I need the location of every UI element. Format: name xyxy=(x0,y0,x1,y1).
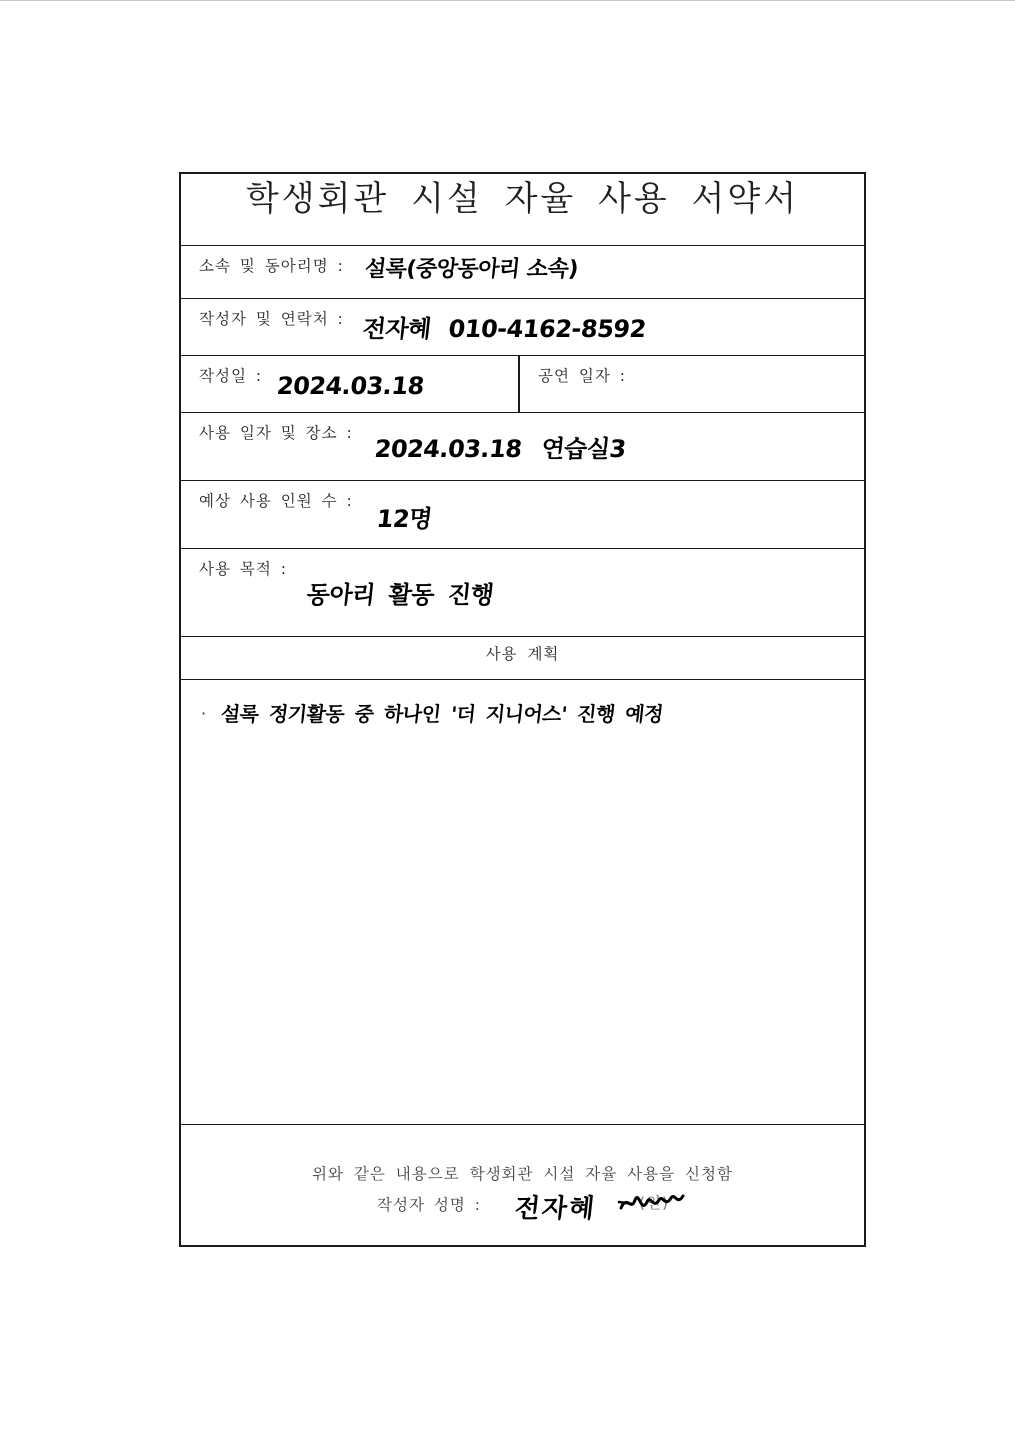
title-row xyxy=(181,174,864,246)
plan-body-row xyxy=(181,680,864,1125)
author-contact-label: 작성자 및 연락처 : xyxy=(199,310,344,328)
plan-bullet: · xyxy=(201,704,208,723)
expected-people-label: 예상 사용 인원 수 : xyxy=(199,492,353,510)
expected-people-row xyxy=(181,481,864,549)
affiliation-row xyxy=(181,246,864,299)
seal-mark: (인) xyxy=(639,1194,670,1212)
signature-scribble xyxy=(617,1188,687,1218)
plan-header-row xyxy=(181,637,864,680)
expected-people-value: 12명 xyxy=(375,505,434,533)
written-date-value: 2024.03.18 xyxy=(275,372,426,400)
author-contact-value: 전자혜 010-4162-8592 xyxy=(361,315,648,343)
page-top-rule xyxy=(0,0,1015,1)
written-date-label: 작성일 : xyxy=(199,367,263,385)
footer-statement: 위와 같은 내용으로 학생회관 시설 자율 사용을 신청함 xyxy=(312,1165,733,1183)
author-contact-row xyxy=(181,299,864,356)
purpose-value: 동아리 활동 진행 xyxy=(305,581,495,609)
signer-name: 전자혜 xyxy=(513,1194,598,1224)
form-title: 학생회관 시설 자율 사용 서약서 xyxy=(245,179,800,219)
use-date-place-label: 사용 일자 및 장소 : xyxy=(199,424,353,442)
plan-item-1: 설록 정기활동 중 하나인 '더 지니어스' 진행 예정 xyxy=(219,702,665,726)
affiliation-label: 소속 및 동아리명 : xyxy=(199,257,344,275)
purpose-row xyxy=(181,549,864,637)
performance-date-label: 공연 일자 : xyxy=(538,367,626,385)
plan-header: 사용 계획 xyxy=(485,645,560,663)
dates-row xyxy=(181,356,864,413)
purpose-label: 사용 목적 : xyxy=(199,560,287,578)
pledge-form xyxy=(179,172,866,1247)
affiliation-value: 설록(중앙동아리 소속) xyxy=(363,257,580,282)
dates-divider xyxy=(518,356,520,413)
signer-label: 작성자 성명 : xyxy=(377,1196,481,1214)
use-date-place-row xyxy=(181,413,864,481)
use-date-place-value: 2024.03.18 연습실3 xyxy=(373,435,628,463)
